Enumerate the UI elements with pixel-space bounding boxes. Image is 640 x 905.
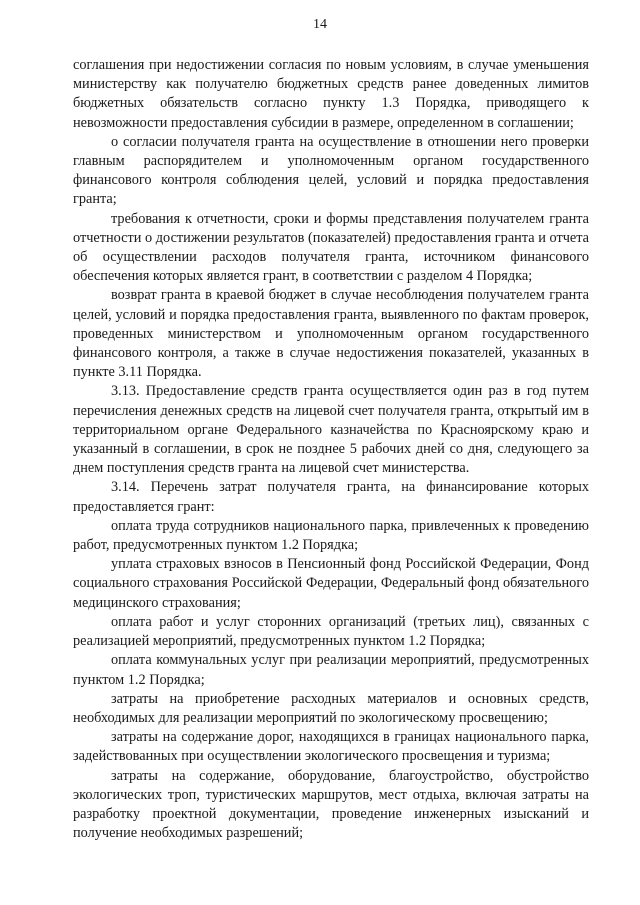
paragraph-third-party-services: оплата работ и услуг сторонних организаций (третьих лиц), связанных с реализацией мероприятий, предусмотренных пунктом 1.2 Порядка; (73, 613, 589, 650)
paragraph-consent-inspection: о согласии получателя гранта на осуществление в отношении него проверки главным распорядителем и уполномоченным органом государственного финансового контроля соблюдения целей, условий и порядка предоставления гранта; (73, 133, 589, 208)
paragraph-continuation: соглашения при недостижении согласия по новым условиям, в случае уменьшения министерству как получателю бюджетных средств ранее доведенных лимитов бюджетных обязательств согласно пункту 1.3 Порядка, приводящего к невозможности предоставления субсидии в размере, определенном в соглашении; (73, 57, 589, 131)
document-body (73, 56, 589, 843)
paragraph-grant-return: возврат гранта в краевой бюджет в случае несоблюдения получателем гранта целей, условий и порядка предоставления гранта, выявленного по фактам проверок, проведенных министерством и уполномоченным органом государственного финансового контроля, а также в случае недостижения показателей, указанных в пункте 3.11 Порядка. (73, 287, 589, 381)
paragraph-3-13: 3.13. Предоставление средств гранта осуществляется один раз в год путем перечисления денежных средств на лицевой счет получателя гранта, открытый им в территориальном органе Федерального казначейства по Красноярскому краю и указанный в соглашении, в срок не позднее 5 рабочих дней со дня, следующего за днем поступления средств гранта на лицевой счет министерства. (73, 383, 589, 477)
paragraph-materials: затраты на приобретение расходных материалов и основных средств, необходимых для реализации мероприятий по экологическому просвещению; (73, 690, 589, 726)
paragraph-trails: затраты на содержание, оборудование, благоустройство, обустройство экологических троп, туристических маршрутов, мест отдыха, включая затраты на разработку проектной документации, проведение инженерных изысканий и получение необходимых разрешений; (73, 767, 589, 842)
paragraph-utility-services: оплата коммунальных услуг при реализации мероприятий, предусмотренных пунктом 1.2 Порядка; (73, 652, 589, 688)
paragraph-insurance-contributions: уплата страховых взносов в Пенсионный фонд Российской Федерации, Фонд социального страхования Российской Федерации, Федеральный фонд обязательного медицинского страхования; (73, 556, 589, 611)
paragraph-roads: затраты на содержание дорог, находящихся в границах национального парка, задействованных при осуществлении экологического просвещения и туризма; (73, 729, 589, 765)
paragraph-reporting-requirements: требования к отчетности, сроки и формы представления получателем гранта отчетности о достижении результатов (показателей) предоставления гранта и отчета об осуществлении расходов получателя гранта, источником финансового обеспечения которых является грант, в соответствии с разделом 4 Порядка; (73, 210, 589, 285)
page-number: 14 (313, 17, 327, 32)
paragraph-3-14: 3.14. Перечень затрат получателя гранта, на финансирование которых предоставляется грант: (73, 479, 589, 515)
paragraph-labor-costs: оплата труда сотрудников национального парка, привлеченных к проведению работ, предусмотренных пунктом 1.2 Порядка; (73, 517, 589, 554)
